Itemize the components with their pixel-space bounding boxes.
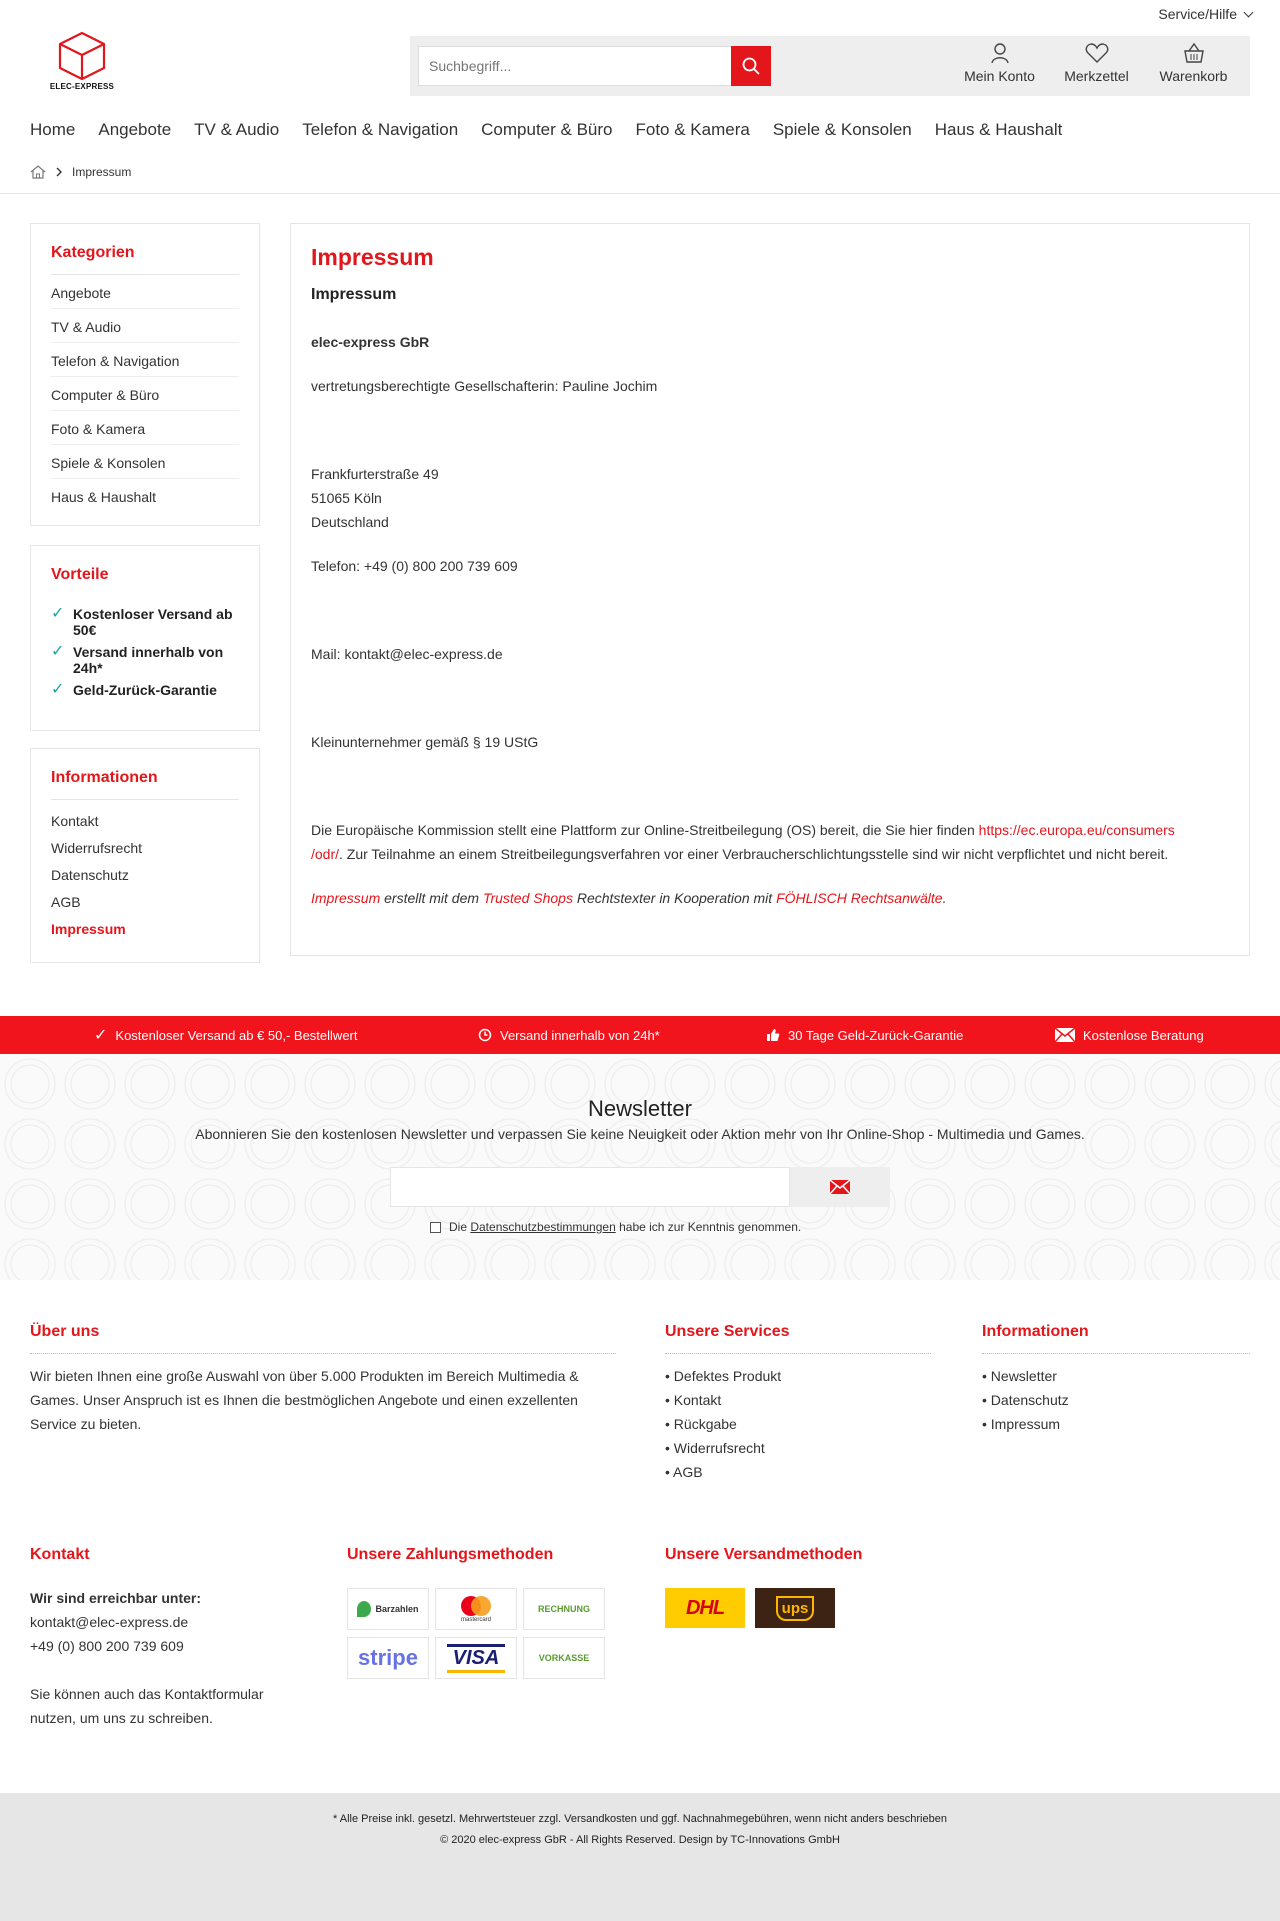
barzahlen-icon bbox=[357, 1601, 371, 1617]
footer-about bbox=[30, 1323, 616, 1436]
footer-service-label: Rückgabe bbox=[673, 1416, 737, 1432]
credit-text: Rechtstexter in Kooperation mit bbox=[572, 890, 777, 906]
sidebar-benefits-title: Vorteile bbox=[51, 566, 109, 583]
footer-service-label: AGB bbox=[673, 1464, 703, 1480]
payment-mastercard bbox=[435, 1588, 517, 1630]
home-icon[interactable] bbox=[30, 165, 46, 179]
chevron-down-icon bbox=[1244, 7, 1254, 17]
footer-service-label: Defektes Produkt bbox=[673, 1368, 782, 1384]
heart-icon bbox=[1085, 42, 1109, 64]
header-search-area bbox=[410, 36, 1250, 96]
copyright: © 2020 elec-express GbR - All Rights Reserved. Design by TC-Innovations GmbH bbox=[440, 1834, 840, 1846]
breadcrumb bbox=[30, 165, 131, 179]
sidebar-categories-title: Kategorien bbox=[51, 224, 239, 275]
credit-text: . bbox=[942, 890, 947, 906]
tax-note: Kleinunternehmer gemäß § 19 UStG bbox=[311, 734, 539, 750]
user-icon bbox=[989, 42, 1011, 64]
payment-rechnung bbox=[523, 1588, 605, 1630]
nav-telefon-navigation[interactable]: Telefon & Navigation bbox=[302, 120, 459, 139]
mastercard-icon bbox=[458, 1595, 494, 1617]
footer-information-title: Informationen bbox=[982, 1323, 1250, 1354]
usp-label: 30 Tage Geld-Zurück-Garantie bbox=[788, 1027, 964, 1043]
nav-spiele-konsolen[interactable]: Spiele & Konsolen bbox=[772, 120, 912, 139]
newsletter-consent bbox=[430, 1220, 801, 1234]
footer-contact bbox=[30, 1546, 290, 1730]
os-text: Die Europäische Kommission stellt eine Plattform zur Online-Streitbeilegung (OS) bereit, die Sie hier finden bbox=[311, 822, 979, 838]
chevron-right-icon bbox=[56, 167, 62, 177]
service-help-label: Service/Hilfe bbox=[1158, 6, 1237, 22]
os-platform-link-cont[interactable]: /odr/ bbox=[311, 846, 340, 862]
newsletter-title: Newsletter bbox=[588, 1096, 692, 1121]
sidebar-information bbox=[30, 748, 260, 963]
sidebar-item-foto-kamera[interactable]: Foto & Kamera bbox=[51, 411, 239, 445]
search-icon bbox=[741, 56, 761, 76]
footer-about-text: Wir bieten Ihnen eine große Auswahl von über 5.000 Produkten im Bereich Multimedia & Games. Unser Anspruch ist es Ihnen die bestmöglichen Angebote und einen exzellenten Service zu bieten. bbox=[30, 1368, 579, 1432]
consent-pre: Die bbox=[449, 1220, 471, 1234]
benefit-label: Geld-Zurück-Garantie bbox=[73, 682, 217, 698]
footer-payment bbox=[347, 1546, 607, 1679]
benefit-label: Versand innerhalb von 24h* bbox=[73, 644, 224, 676]
footer-info-label: Impressum bbox=[990, 1416, 1061, 1432]
newsletter-subtitle: Abonnieren Sie den kostenlosen Newsletter und verpassen Sie keine Neuigkeit oder Aktion mehr von Ihr Online-Shop - Multimedia und Games. bbox=[195, 1126, 1085, 1142]
thumbs-up-icon bbox=[766, 1028, 780, 1042]
footer-info-item[interactable]: • Newsletter bbox=[982, 1368, 1057, 1384]
my-account-label: Mein Konto bbox=[964, 68, 1035, 84]
breadcrumb-current: Impressum bbox=[72, 165, 132, 179]
section-title: Impressum bbox=[311, 286, 397, 303]
contact-email[interactable]: kontakt@elec-express.de bbox=[30, 1614, 189, 1630]
payment-label: Barzahlen bbox=[375, 1604, 419, 1614]
privacy-policy-link[interactable]: Datenschutzbestimmungen bbox=[470, 1220, 616, 1234]
credit-text: erstellt mit dem bbox=[380, 890, 483, 906]
payment-label: stripe bbox=[358, 1645, 418, 1670]
wishlist-label: Merkzettel bbox=[1064, 68, 1129, 84]
usp-bar bbox=[0, 1016, 1280, 1054]
usp-label: Kostenlose Beratung bbox=[1083, 1027, 1204, 1043]
os-platform-note bbox=[311, 818, 1229, 866]
footer-info-item[interactable]: • Datenschutz bbox=[982, 1392, 1069, 1408]
nav-haus-haushalt[interactable]: Haus & Haushalt bbox=[934, 120, 1063, 139]
footer-info-label: Newsletter bbox=[990, 1368, 1057, 1384]
benefit-item bbox=[51, 606, 239, 638]
nav-angebote[interactable]: Angebote bbox=[98, 120, 172, 139]
footer-contact-title: Kontakt bbox=[30, 1546, 90, 1563]
sidebar-info-impressum[interactable]: Impressum bbox=[51, 921, 126, 937]
credit-note bbox=[311, 886, 1229, 910]
sidebar-item-computer-buero[interactable]: Computer & Büro bbox=[51, 377, 239, 411]
footer-service-item[interactable]: • Rückgabe bbox=[665, 1416, 737, 1432]
clock-icon bbox=[478, 1028, 492, 1042]
usp-label: Kostenloser Versand ab € 50,- Bestellwert bbox=[115, 1027, 358, 1043]
nav-home[interactable]: Home bbox=[30, 120, 76, 139]
sidebar-item-telefon-navigation[interactable]: Telefon & Navigation bbox=[51, 343, 239, 377]
os-platform-link[interactable]: https://ec.europa.eu/consumers bbox=[978, 822, 1175, 838]
usp-label: Versand innerhalb von 24h* bbox=[500, 1027, 660, 1043]
footer-service-label: Kontakt bbox=[673, 1392, 722, 1408]
payment-label: mastercard bbox=[460, 1617, 491, 1623]
search-input[interactable] bbox=[418, 46, 738, 86]
contact-reach-label: Wir sind erreichbar unter: bbox=[30, 1590, 202, 1606]
footer-services bbox=[665, 1323, 931, 1484]
payment-label: RECHNUNG bbox=[537, 1604, 590, 1614]
price-disclaimer: * Alle Preise inkl. gesetzl. Mehrwertsteuer zzgl. Versandkosten und ggf. Nachnahmegebühren, wenn nicht anders beschrieben bbox=[333, 1813, 947, 1825]
sidebar-info-datenschutz[interactable]: Datenschutz bbox=[51, 867, 129, 883]
footer-services-title: Unsere Services bbox=[665, 1323, 931, 1354]
usp-item bbox=[94, 1025, 358, 1045]
search-button[interactable] bbox=[731, 46, 771, 86]
representative: vertretungsberechtigte Gesellschafterin: Pauline Jochim bbox=[311, 378, 658, 394]
footer-service-item[interactable]: • Widerrufsrecht bbox=[665, 1440, 765, 1456]
sidebar-information-title: Informationen bbox=[51, 749, 239, 800]
address-country: Deutschland bbox=[311, 514, 389, 530]
consent-checkbox[interactable] bbox=[430, 1222, 441, 1233]
ups-logo-text: ups bbox=[776, 1596, 815, 1621]
benefit-item bbox=[51, 682, 239, 698]
sidebar-item-angebote[interactable]: Angebote bbox=[51, 275, 239, 309]
payment-vorkasse bbox=[523, 1637, 605, 1679]
trusted-shops-link[interactable]: Trusted Shops bbox=[482, 890, 573, 906]
checkmark-icon: ✓ bbox=[94, 1027, 108, 1044]
footer-payment-title: Unsere Zahlungsmethoden bbox=[347, 1546, 554, 1563]
envelope-icon bbox=[1055, 1028, 1075, 1042]
payment-stripe bbox=[347, 1637, 429, 1679]
footer-info-item[interactable]: • Impressum bbox=[982, 1416, 1061, 1432]
wishlist-link[interactable] bbox=[1048, 42, 1145, 84]
newsletter-submit-button[interactable] bbox=[790, 1167, 890, 1207]
nav-tv-audio[interactable]: TV & Audio bbox=[194, 120, 280, 139]
sidebar-item-tv-audio[interactable]: TV & Audio bbox=[51, 309, 239, 343]
sidebar-info-agb[interactable]: AGB bbox=[51, 894, 81, 910]
impressum-content bbox=[290, 223, 1250, 956]
shipping-ups bbox=[755, 1588, 835, 1628]
sidebar-item-spiele-konsolen[interactable]: Spiele & Konsolen bbox=[51, 445, 239, 479]
consent-post: habe ich zur Kenntnis genommen. bbox=[615, 1220, 802, 1234]
footer-service-item[interactable]: • Kontakt bbox=[665, 1392, 722, 1408]
payment-label: VORKASSE bbox=[538, 1653, 590, 1663]
cart-link[interactable] bbox=[1145, 42, 1242, 84]
foehlisch-link[interactable]: FÖHLISCH Rechtsanwälte bbox=[776, 890, 943, 906]
phone: Telefon: +49 (0) 800 200 739 609 bbox=[311, 558, 518, 574]
sidebar-info-widerrufsrecht[interactable]: Widerrufsrecht bbox=[51, 840, 143, 856]
footer-info-label: Datenschutz bbox=[990, 1392, 1069, 1408]
footer-shipping bbox=[665, 1546, 925, 1628]
nav-foto-kamera[interactable]: Foto & Kamera bbox=[635, 120, 750, 139]
usp-item bbox=[766, 1028, 963, 1043]
benefit-item bbox=[51, 644, 239, 676]
payment-barzahlen bbox=[347, 1588, 429, 1630]
checkmark-icon: ✓ bbox=[51, 605, 65, 622]
checkmark-icon: ✓ bbox=[51, 643, 65, 660]
basket-icon bbox=[1183, 42, 1205, 64]
nav-computer-buero[interactable]: Computer & Büro bbox=[481, 120, 613, 139]
contact-note: Sie können auch das Kontaktformular nutzen, um uns zu schreiben. bbox=[30, 1686, 264, 1726]
benefit-label: Kostenloser Versand ab 50€ bbox=[73, 606, 233, 638]
page-title: Impressum bbox=[311, 244, 434, 270]
contact-phone: +49 (0) 800 200 739 609 bbox=[30, 1638, 184, 1654]
email: Mail: kontakt@elec-express.de bbox=[311, 646, 503, 662]
payment-visa bbox=[435, 1637, 517, 1679]
service-help-menu[interactable] bbox=[1158, 6, 1252, 22]
checkmark-icon: ✓ bbox=[51, 681, 65, 698]
footer-about-title: Über uns bbox=[30, 1323, 616, 1354]
main-navigation bbox=[30, 120, 1085, 140]
newsletter-section bbox=[0, 1054, 1280, 1280]
footer-service-item[interactable]: • Defektes Produkt bbox=[665, 1368, 782, 1384]
consent-text bbox=[449, 1220, 801, 1234]
header-divider bbox=[0, 193, 1280, 194]
cart-label: Warenkorb bbox=[1159, 68, 1228, 84]
footer-service-label: Widerrufsrecht bbox=[673, 1440, 765, 1456]
company-name: elec-express GbR bbox=[311, 334, 430, 350]
newsletter-email-input[interactable] bbox=[390, 1167, 790, 1207]
footer-bottom bbox=[0, 1793, 1280, 1921]
sidebar-info-kontakt[interactable]: Kontakt bbox=[51, 813, 99, 829]
dhl-logo-text: DHL bbox=[685, 1596, 725, 1619]
footer-shipping-title: Unsere Versandmethoden bbox=[665, 1546, 863, 1563]
address-city: 51065 Köln bbox=[311, 490, 382, 506]
my-account-link[interactable] bbox=[951, 42, 1048, 84]
envelope-icon bbox=[830, 1180, 850, 1194]
sidebar-item-haus-haushalt[interactable]: Haus & Haushalt bbox=[51, 489, 157, 505]
logo-text: ELEC-EXPRESS bbox=[49, 82, 115, 91]
footer-service-item[interactable]: • AGB bbox=[665, 1464, 703, 1480]
usp-item bbox=[478, 1028, 660, 1043]
footer-information bbox=[982, 1323, 1250, 1436]
os-text-2: . Zur Teilnahme an einem Streitbeilegungsverfahren vor einer Verbraucherschlichtungsstelle sind wir nicht verpflichtet und nicht bereit. bbox=[339, 846, 1169, 862]
impressum-link[interactable]: Impressum bbox=[311, 890, 381, 906]
sidebar-benefits bbox=[30, 545, 260, 731]
address-street: Frankfurterstraße 49 bbox=[311, 466, 439, 482]
shipping-dhl bbox=[665, 1588, 745, 1628]
usp-item bbox=[1055, 1028, 1204, 1043]
sidebar-categories bbox=[30, 223, 260, 526]
payment-label: VISA bbox=[447, 1644, 506, 1673]
